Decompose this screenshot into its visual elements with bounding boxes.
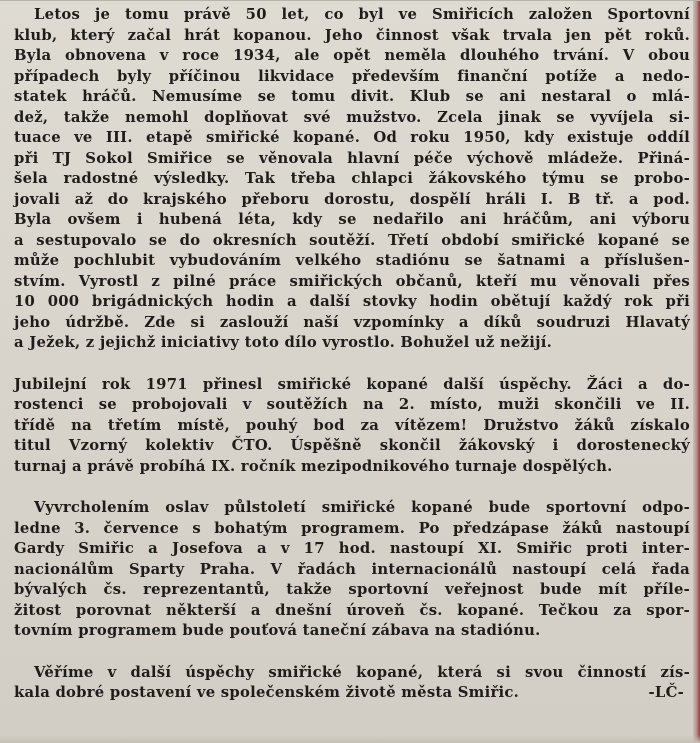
- text-line: Byla ovšem i hubená léta, kdy se nedařilo ani hráčům, ani výboru: [14, 211, 690, 228]
- text-line: Gardy Smiřic a Josefova a v 17 hod. nastoupí XI. Smiřic proti inter-: [14, 540, 690, 557]
- text-line: klub, který začal hrát kopanou. Jeho činnost však trvala jen pět roků.: [14, 26, 690, 44]
- paragraph-1: [14, 5, 690, 354]
- text-line: titul Vzorný kolektiv ČTO. Úspěšně skončil žákovský i dorostenecký: [14, 437, 690, 454]
- text-line: šela radostné výsledky. Tak třeba chlapci žákovského týmu se probo-: [14, 170, 690, 187]
- text-line: může pochlubit vybudováním velkého stadiónu se šatnami a příslušen-: [14, 252, 690, 269]
- paper-edge-bottom: [0, 735, 700, 743]
- text-line: Byla obnovena v roce 1934, ale opět neměla dlouhého trvání. V obou: [14, 47, 690, 64]
- text-line: tuace ve III. etapě smiřické kopané. Od roku 1950, kdy existuje oddíl: [14, 129, 690, 146]
- article-body: [14, 5, 690, 704]
- text-line-content: kala dobré postavení ve společenském životě města Smiřic.: [14, 684, 520, 701]
- text-line: dež, takže nemohl doplňovat své mužstvo. Zcela jinak se vyvíjela si-: [14, 108, 690, 126]
- paragraph-4: [14, 663, 690, 704]
- paragraph-2: [14, 375, 690, 478]
- text-line: turnaj a právě probíhá IX. ročník mezipodnikového turnaje dospělých.: [14, 457, 613, 475]
- text-line: a Ježek, z jejichž iniciativy toto dílo vyrostlo. Bohužel už nežijí.: [14, 334, 553, 351]
- text-line: žitost porovnat některší a dnešní úroveň čs. kopané. Tečkou za spor-: [14, 601, 690, 619]
- text-line: Jubilejní rok 1971 přinesl smiřické kopané další úspěchy. Žáci a do-: [14, 375, 690, 393]
- paragraph-gap: [14, 354, 690, 375]
- text-line: rostenci se probojovali v soutěžích na 2. místo, muži skončili ve II.: [14, 396, 690, 413]
- text-line: Věříme v další úspěchy smiřické kopané, která si svou činností zís-: [34, 663, 690, 681]
- text-line: bývalých čs. reprezentantů, takže sportovní veřejnost bude mít příle-: [14, 581, 690, 598]
- text-line: nacionálům Sparty Praha. V řadách internacionálů nastoupí celá řada: [14, 560, 690, 578]
- paragraph-gap: [14, 477, 690, 498]
- author-signature: -LČ-: [648, 684, 684, 701]
- paper-edge-right: [693, 1, 700, 743]
- text-line: ledne 3. července s bohatým programem. Po předzápase žáků nastoupí: [14, 519, 690, 537]
- text-line: stvím. Vyrostl z pilné práce smiřických občanů, kteří mu věnovali přes: [14, 272, 690, 290]
- text-line: tovním programem bude pouťová taneční zábava na stadiónu.: [14, 622, 541, 639]
- text-line: statek hráčů. Nemusíme se tomu divit. Klub se ani nestaral o mlá-: [14, 88, 690, 105]
- text-line: případech byly příčinou likvidace především finanční potíže a nedo-: [14, 67, 690, 85]
- text-line: jovali až do krajského přeboru dorostu, dospělí hráli I. B tř. a pod.: [14, 190, 690, 208]
- text-line: Vyvrcholením oslav půlstoletí smiřické kopané bude sportovní odpo-: [34, 499, 690, 516]
- text-line: jeho údržbě. Zde si zaslouží naší vzpomínky a díků soudruzi Hlavatý: [14, 313, 690, 331]
- text-line: [14, 683, 690, 704]
- text-line: při TJ Sokol Smiřice se věnovala hlavní péče výchově mládeže. Přiná-: [14, 149, 690, 167]
- text-line: 10 000 brigádnických hodin a další stovky hodin obětují každý rok při: [14, 293, 690, 310]
- text-line: Letos je tomu právě 50 let, co byl ve Smiřicích založen Sportovní: [34, 6, 690, 23]
- text-line: a sestupovalo se do okresních soutěží. Třetí období smiřické kopané se: [14, 231, 690, 249]
- paragraph-3: [14, 498, 690, 642]
- text-line: třídě na třetím místě, pouhý bod za vítězem! Družstvo žáků získalo: [14, 416, 690, 434]
- paragraph-gap: [14, 642, 690, 663]
